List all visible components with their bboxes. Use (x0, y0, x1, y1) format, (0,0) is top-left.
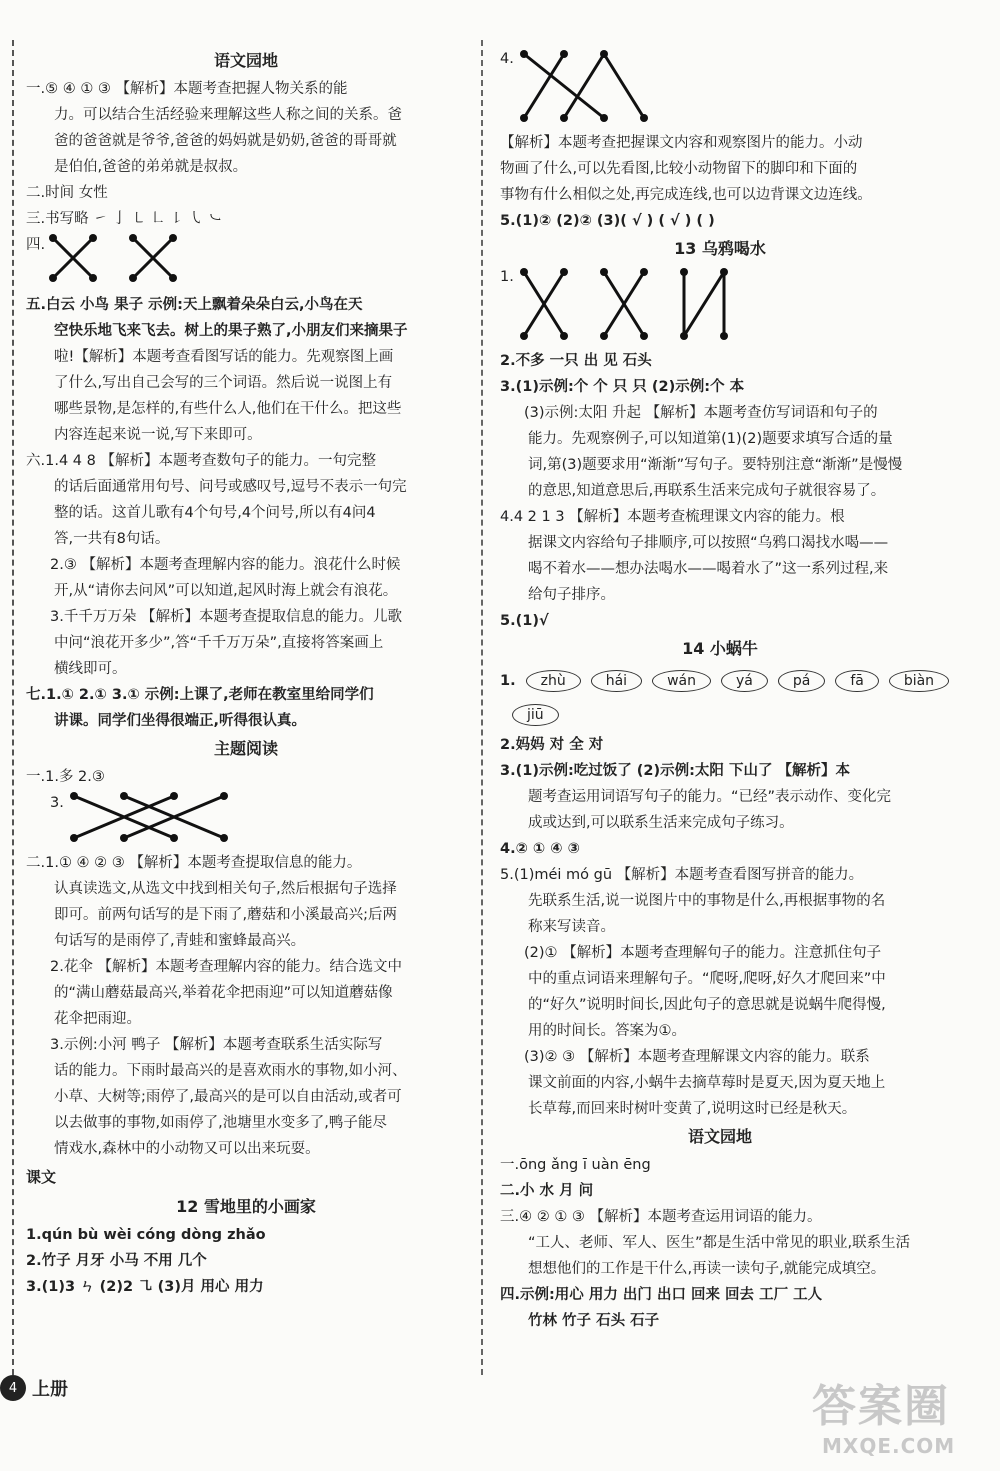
match-line (604, 54, 644, 118)
matching-exercise (26, 790, 466, 850)
answer-line: 是伯伯,爸爸的弟弟就是叔叔。 (54, 159, 248, 175)
answer-line: 中的重点词语来理解句子。“爬呀,爬呀,好久才爬回来”中 (528, 971, 886, 987)
pinyin-oval-row (500, 664, 940, 698)
answer-line: 二.1.① ④ ② ③ 【解析】本题考查提取信息的能力。 (26, 855, 362, 871)
answer-line: “工人、老师、军人、医生”都是生活中常见的职业,联系生活 (528, 1235, 911, 1251)
answer-line: 一.ōng ǎng ī uàn ēng (500, 1157, 651, 1173)
answer-line: 横线即可。 (54, 661, 127, 677)
pinyin-oval: hái (591, 670, 642, 692)
answer-line: 答,一共有8句话。 (54, 531, 170, 547)
matching-exercise (500, 46, 940, 130)
answer-line: 题考查运用词语写句子的能力。“已经”表示动作、变化完 (528, 789, 892, 805)
left-margin-border (12, 40, 14, 1385)
answer-line: 六.1.4 4 8 【解析】本题考查数句子的能力。一句完整 (26, 453, 376, 469)
section-title: 语文园地 (213, 51, 278, 70)
answer-line: 的“满山蘑菇最高兴,举着花伞把雨迎”可以知道蘑菇像 (54, 985, 393, 1001)
answer-line: 以去做事的事物,如雨停了,池塘里水变多了,鸭子能尽 (54, 1115, 387, 1131)
answer-line: 花伞把雨迎。 (54, 1011, 141, 1027)
answer-line: 五.白云 小鸟 果子 示例:天上飘着朵朵白云,小鸟在天 (26, 297, 363, 313)
pinyin-oval: biàn (889, 670, 949, 692)
answer-line: 2.花伞 【解析】本题考查理解内容的能力。结合选文中 (50, 959, 402, 975)
pinyin-oval: pá (778, 670, 825, 692)
right-column (500, 46, 940, 1334)
answer-line: 4.4 2 1 3 【解析】本题考查梳理课文内容的能力。根 (500, 509, 845, 525)
pinyin-oval: zhù (526, 670, 581, 692)
match-line (684, 272, 724, 336)
answer-line: 空快乐地飞来飞去。树上的果子熟了,小朋友们来摘果子 (54, 323, 408, 339)
answer-line: 即可。前两句话写的是下雨了,蘑菇和小溪最高兴;后两 (54, 907, 397, 923)
answer-line: 4.② ① ④ ③ (500, 841, 580, 857)
section-title: 主题阅读 (213, 739, 278, 758)
answer-line: 的意思,知道意思后,再联系生活来完成句子就很容易了。 (528, 483, 886, 499)
answer-line: 认真读选文,从选文中找到相关句子,然后根据句子选择 (54, 881, 397, 897)
answer-line: 先联系生活,说一说图片中的事物是什么,再根据事物的名 (528, 893, 886, 909)
answer-line: 称来写读音。 (528, 919, 615, 935)
answer-line: 用的时间长。答案为①。 (528, 1023, 686, 1039)
answer-line: 能力。先观察例子,可以知道第(1)(2)题要求填写合适的量 (528, 431, 893, 447)
answer-line: 2.不多 一只 出 见 石头 (500, 353, 652, 369)
column-divider (481, 40, 483, 1375)
answer-line: (3)示例:太阳 升起 【解析】本题考查仿写词语和句子的 (524, 405, 878, 421)
answer-line: 1. (500, 673, 516, 689)
answer-line: 事物有什么相似之处,再完成连线,也可以边背课文边连线。 (500, 187, 872, 203)
matching-exercise (500, 264, 940, 348)
answer-line: 啦!【解析】本题考查看图写话的能力。先观察图上画 (54, 349, 394, 365)
watermark-logo: 答案圈 (812, 1381, 950, 1432)
category-label: 课文 (26, 1168, 57, 1186)
pinyin-oval: yá (721, 670, 768, 692)
matching-lines-diagram (514, 264, 744, 344)
answer-line: 据课文内容给句子排顺序,可以按照“乌鸦口渴找水喝—— (528, 535, 889, 551)
answer-line: 三.书写略 ㇀ 亅 ㇄ ㇗ ㇙ ㇂ ㇃ (26, 211, 223, 227)
answer-line: (3)② ③ 【解析】本题考查理解课文内容的能力。联系 (524, 1049, 870, 1065)
answer-line: 3. (50, 795, 64, 811)
answer-line: 3.(1)3 ㄣ (2)2 ㇈ (3)月 用心 用力 (26, 1279, 264, 1295)
answer-line: 4. (500, 51, 514, 67)
match-line (524, 54, 564, 118)
volume-label: 上册 (32, 1379, 68, 1400)
matching-lines-diagram (45, 232, 205, 288)
answer-line: 二.小 水 月 问 (500, 1183, 594, 1199)
matching-lines-diagram (64, 790, 264, 846)
answer-line: 七.1.① 2.① 3.① 示例:上课了,老师在教室里给同学们 (26, 687, 374, 703)
answer-line: 长草莓,而回来时树叶变黄了,说明这时已经是秋天。 (528, 1101, 857, 1117)
pinyin-oval: jiū (512, 704, 559, 726)
answer-line: 2.③ 【解析】本题考查理解内容的能力。浪花什么时候 (50, 557, 401, 573)
section-title: 13 乌鸦喝水 (674, 239, 766, 258)
answer-line: 的话后面通常用句号、问号或感叹号,逗号不表示一句完 (54, 479, 407, 495)
watermark (812, 1370, 955, 1458)
answer-line: (2)① 【解析】本题考查理解句子的能力。注意抓住句子 (524, 945, 882, 961)
match-line (524, 54, 604, 118)
answer-line: 情戏水,森林中的小动物又可以出来玩耍。 (54, 1141, 320, 1157)
answer-line: 开,从“请你去问风”可以知道,起风时海上就会有浪花。 (54, 583, 398, 599)
answer-line: 3.(1)示例:个 个 只 只 (2)示例:个 本 (500, 379, 745, 395)
answer-line: 1. (500, 269, 514, 285)
answer-line: 哪些景物,是怎样的,有些什么人,他们在干什么。把这些 (54, 401, 402, 417)
section-title: 语文园地 (687, 1127, 752, 1146)
watermark-url: MXQE.COM (822, 1434, 956, 1458)
answer-line: 2.妈妈 对 全 对 (500, 737, 604, 753)
answer-line: 句话写的是雨停了,青蛙和蜜蜂最高兴。 (54, 933, 306, 949)
answer-line: 3.示例:小河 鸭子 【解析】本题考查联系生活实际写 (50, 1037, 383, 1053)
answer-line: 5.(1)méi mó gū 【解析】本题考查看图写拼音的能力。 (500, 867, 864, 883)
answer-line: 词,第(3)题要求用“渐渐”写句子。要特别注意“渐渐”是慢慢 (528, 457, 903, 473)
page-number: 4 (0, 1375, 26, 1401)
answer-line: 3.千千万万朵 【解析】本题考查提取信息的能力。儿歌 (50, 609, 402, 625)
answer-line: 二.时间 女性 (26, 185, 108, 201)
answer-line: 2.竹子 月牙 小马 不用 几个 (26, 1253, 207, 1269)
left-column (26, 46, 466, 1300)
answer-line: 5.(1)② (2)② (3)( √ ) ( √ ) ( ) (500, 213, 715, 229)
answer-line: 话的能力。下雨时最高兴的是喜欢雨水的事物,如小河、 (54, 1063, 407, 1079)
answer-line: 一.⑤ ④ ① ③ 【解析】本题考查把握人物关系的能 (26, 81, 348, 97)
section-title: 12 雪地里的小画家 (176, 1197, 316, 1216)
pinyin-oval: fā (835, 670, 879, 692)
pinyin-oval: wán (652, 670, 711, 692)
answer-line: 三.④ ② ① ③ 【解析】本题考查运用词语的能力。 (500, 1209, 822, 1225)
answer-line: 竹林 竹子 石头 石子 (528, 1313, 660, 1329)
page-footer (0, 1375, 68, 1401)
answer-line: 力。可以结合生活经验来理解这些人称之间的关系。爸 (54, 107, 402, 123)
answer-line: 给句子排序。 (528, 587, 615, 603)
answer-line: 中问“浪花开多少”,答“千千万万朵”,直接将答案画上 (54, 635, 384, 651)
answer-line: 喝不着水——想办法喝水——喝着水了”这一系列过程,来 (528, 561, 889, 577)
answer-line: 一.1.多 2.③ (26, 769, 105, 785)
answer-line: 的“好久”说明时间长,因此句子的意思就是说蜗牛爬得慢, (528, 997, 886, 1013)
answer-line: 小草、大树等;雨停了,最高兴的是可以自由活动,或者可 (54, 1089, 402, 1105)
answer-line: 了什么,写出自己会写的三个词语。然后说一说图上有 (54, 375, 393, 391)
answer-line: 1.qún bù wèi cóng dòng zhǎo (26, 1227, 266, 1243)
answer-line: 成或达到,可以联系生活来完成句子练习。 (528, 815, 794, 831)
answer-line: 物画了什么,可以先看图,比较小动物留下的脚印和下面的 (500, 161, 858, 177)
answer-line: 爸的爸爸就是爷爷,爸爸的妈妈就是奶奶,爸爸的哥哥就 (54, 133, 397, 149)
answer-line: 课文前面的内容,小蜗牛去摘草莓时是夏天,因为夏天地上 (528, 1075, 886, 1091)
pinyin-oval-row (500, 698, 940, 732)
answer-line: 讲课。同学们坐得很端正,听得很认真。 (54, 713, 307, 729)
matching-exercise (26, 232, 466, 292)
answer-line: 3.(1)示例:吃过饭了 (2)示例:太阳 下山了 【解析】本 (500, 763, 851, 779)
answer-line: 四. (26, 237, 46, 253)
answer-line: 想想他们的工作是干什么,再读一读句子,就能完成填空。 (528, 1261, 886, 1277)
answer-line: 整的话。这首儿歌有4个句号,4个问号,所以有4问4 (54, 505, 376, 521)
answer-line: 5.(1)√ (500, 613, 549, 629)
answer-line: 内容连起来说一说,写下来即可。 (54, 427, 262, 443)
section-title: 14 小蜗牛 (682, 639, 758, 658)
answer-line: 【解析】本题考查把握课文内容和观察图片的能力。小动 (500, 135, 863, 151)
matching-lines-diagram (514, 46, 654, 126)
match-line (564, 54, 604, 118)
answer-line: 四.示例:用心 用力 出门 出口 回来 回去 工厂 工人 (500, 1287, 823, 1303)
